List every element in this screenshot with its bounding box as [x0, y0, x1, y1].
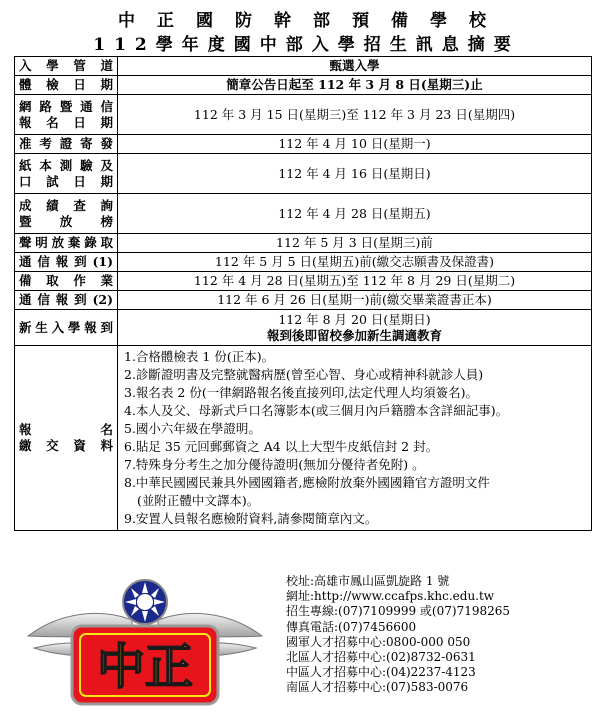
- row-label: [15, 310, 118, 346]
- list-item: 4.本人及父、母新式戶口名簿影本(或三個月內戶籍謄本含詳細記事)。: [124, 403, 509, 418]
- list-item: 1.合格體檢表 1 份(正本)。: [124, 349, 275, 364]
- contact-line: 網址:http://www.ccafps.khc.edu.tw: [286, 589, 495, 604]
- table-row: [15, 272, 592, 291]
- contact-line: 校址:高雄市鳳山區凱旋路 1 號: [286, 574, 450, 588]
- row-value: [118, 272, 592, 291]
- row-label-line: 成績查詢: [19, 197, 113, 213]
- row-value-line: 112 年 6 月 26 日(星期一)前(繳交畢業證書正本): [217, 292, 492, 307]
- list-item: 5.國小六年級在學證明。: [124, 421, 261, 436]
- table-row: [15, 234, 592, 253]
- row-value: [118, 310, 592, 346]
- row-value-line: 112 年 3 月 15 日(星期三)至 112 年 3 月 23 日(星期四): [193, 106, 516, 122]
- contact-line: 南區人才招募中心:(07)583-0076: [286, 680, 469, 695]
- row-label-line: 新生入學報到: [19, 319, 113, 335]
- contact-line: 北區人才招募中心:(02)8732-0631: [286, 650, 476, 665]
- school-name: 中正國防幹部預備學校: [118, 11, 508, 31]
- row-label: [15, 253, 118, 272]
- row-value: [118, 135, 592, 154]
- row-value-line: 112 年 5 月 3 日(星期三)前: [276, 235, 433, 250]
- row-label-line: 體檢日期: [19, 77, 113, 92]
- row-label: 入學管道: [15, 57, 118, 76]
- list-item: 6.貼足 35 元回郵郵資之 A4 以上大型牛皮紙信封 2 封。: [124, 439, 439, 454]
- row-label-line: 通信報到(2): [19, 292, 113, 307]
- page-title: 112學年度國中部入學招生訊息摘要: [93, 35, 520, 55]
- table-row: [15, 76, 592, 95]
- table-row: [15, 291, 592, 310]
- row-label-line: 口試日期: [19, 173, 113, 189]
- contact-line: 招生專線:(07)7109999 或(07)7198265: [286, 604, 511, 619]
- table-row: [15, 310, 592, 346]
- row-label: [15, 95, 118, 135]
- row-value: 甄選入學: [118, 57, 592, 76]
- row-label-line: 紙本測驗及: [19, 157, 113, 173]
- row-label-line: 繳交資料: [19, 438, 113, 453]
- row-label-line: 網路暨通信: [19, 98, 113, 114]
- table-row: [15, 95, 592, 135]
- row-label-line: 暨放榜: [19, 213, 113, 229]
- table-row: [15, 154, 592, 194]
- zhongzheng-logo-icon: [20, 574, 270, 720]
- school-logo: [20, 574, 270, 720]
- table-row: [15, 253, 592, 272]
- row-value-line: 112 年 4 月 16 日(星期日): [278, 165, 431, 181]
- required-documents-list: [118, 346, 592, 531]
- row-label-line: 通信報到(1): [19, 254, 113, 269]
- list-item: 3.報名表 2 份(一律網路報名後直接列印,法定代理人均須簽名)。: [124, 385, 479, 400]
- row-label-line: 報名: [19, 422, 113, 437]
- row-label-line: 准考證寄發: [19, 136, 113, 151]
- row-label: [15, 272, 118, 291]
- row-value: [118, 234, 592, 253]
- list-item: 8.中華民國國民兼具外國國籍者,應檢附放棄外國國籍官方證明文件: [124, 475, 490, 490]
- row-label: [15, 135, 118, 154]
- roc-emblem-icon: [123, 580, 167, 624]
- contact-info: [286, 574, 602, 696]
- logo-text: 中正: [96, 639, 194, 695]
- row-value: [118, 95, 592, 135]
- contact-line: 傳真電話:(07)7456600: [286, 619, 417, 634]
- table-row: [15, 194, 592, 234]
- row-value-line: 112 年 4 月 10 日(星期一): [278, 136, 431, 151]
- list-item: 7.特殊身分考生之加分優待證明(無加分優待者免附) 。: [124, 457, 425, 472]
- row-value: [118, 253, 592, 272]
- list-item: (並附正體中文譯本)。: [137, 493, 260, 508]
- row-value-line: 112 年 4 月 28 日(星期五)至 112 年 8 月 29 日(星期二): [193, 273, 516, 288]
- table-row: [15, 135, 592, 154]
- row-label: [15, 346, 118, 531]
- row-value: [118, 76, 592, 95]
- row-value-line: 報到後即留校參加新生調適教育: [266, 327, 442, 343]
- row-label-line: 聲明放棄錄取: [19, 235, 113, 250]
- admission-schedule-table: [14, 56, 592, 531]
- row-value-line: 112 年 4 月 28 日(星期五): [278, 205, 431, 221]
- footer: [0, 570, 604, 720]
- list-item: 9.安置人員報名應檢附資料,請參閱簡章內文。: [124, 511, 378, 526]
- documents-row: [15, 346, 592, 531]
- row-label: [15, 154, 118, 194]
- row-value: [118, 194, 592, 234]
- contact-line: 國軍人才招募中心:0800-000 050: [286, 634, 471, 649]
- row-label-line: 備取作業: [19, 273, 113, 288]
- row-value-line: 簡章公告日起至 112 年 3 月 8 日(星期三)止: [226, 77, 483, 92]
- row-value-line: 112 年 8 月 20 日(星期日): [278, 311, 431, 327]
- table-header-row: [15, 57, 592, 76]
- row-value: [118, 154, 592, 194]
- row-label: [15, 194, 118, 234]
- row-label-line: 報名日期: [19, 114, 113, 130]
- row-label: [15, 291, 118, 310]
- row-value-line: 112 年 5 月 5 日(星期五)前(繳交志願書及保證書): [214, 254, 495, 269]
- row-value: [118, 291, 592, 310]
- list-item: 2.診斷證明書及完整就醫病歷(曾至心智、身心或精神科就診人員): [124, 367, 484, 382]
- row-label: [15, 76, 118, 95]
- contact-line: 中區人才招募中心:(04)2237-4123: [286, 665, 476, 680]
- row-label: [15, 234, 118, 253]
